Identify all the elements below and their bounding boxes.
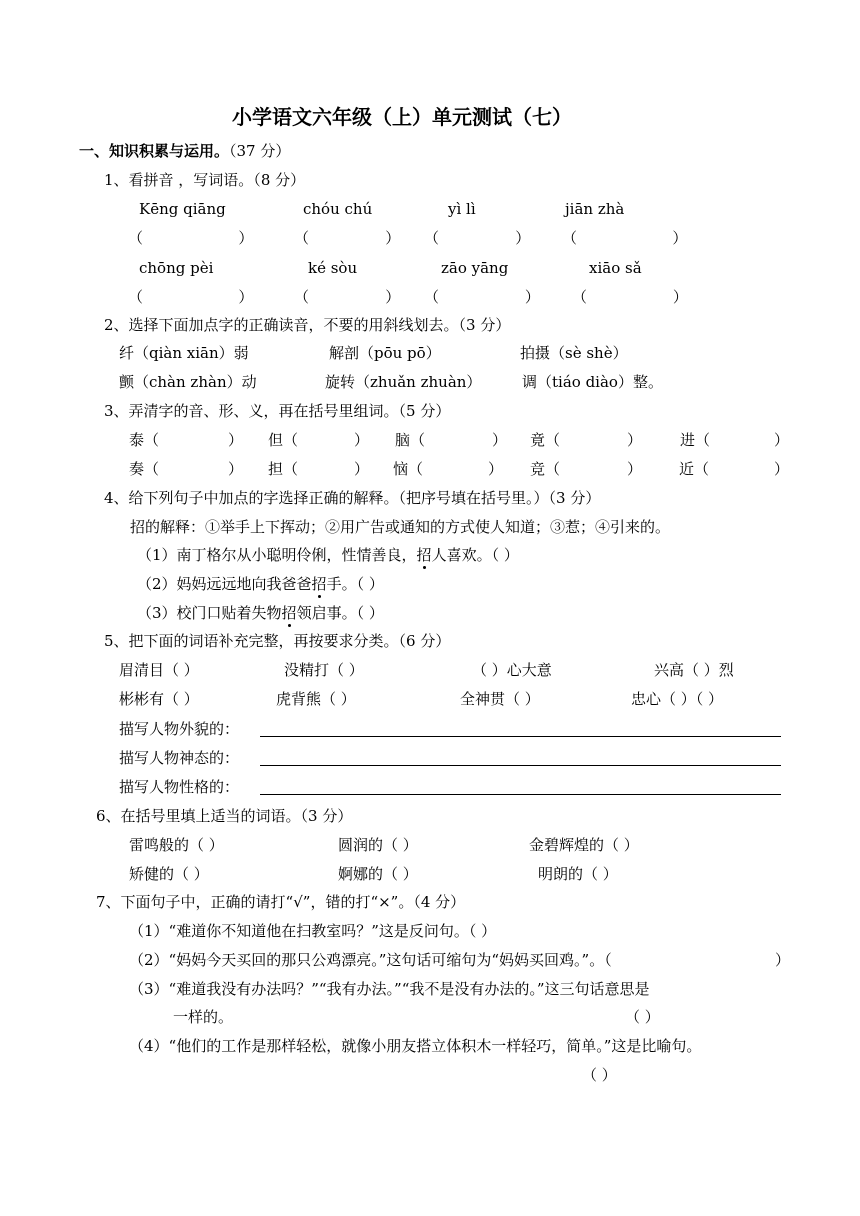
dotted-char: 招 xyxy=(311,575,327,593)
question-5-heading: 5、把下面的词语补充完整，再按要求分类。（6 分） xyxy=(104,632,451,650)
fill-blank[interactable]: 金碧辉煌的（ ） xyxy=(529,836,639,854)
sentence-2[interactable] xyxy=(137,574,384,594)
answer-blank[interactable]: （ ） xyxy=(582,1066,617,1084)
char-blank-close: ） xyxy=(228,460,244,478)
category-label: 描写人物外貌的： xyxy=(119,720,240,738)
reading-choice[interactable]: 解剖（pōu pō） xyxy=(329,344,441,362)
answer-blank[interactable]: （ ） xyxy=(572,288,688,306)
fill-blank[interactable]: 雷鸣般的（ ） xyxy=(129,836,224,854)
true-false-item[interactable]: （1）“难道你不知道他在扫教室吗？”这是反问句。（ ） xyxy=(129,922,497,940)
idiom-blank[interactable]: 虎背熊（ ） xyxy=(276,690,356,708)
sentence-text: 人喜欢。（ ） xyxy=(431,546,519,564)
sentence-text: （1）南丁格尔从小聪明伶俐，性情善良， xyxy=(137,546,417,564)
question-7-heading: 7、下面句子中，正确的请打“√”，错的打“×”。（4 分） xyxy=(96,893,466,911)
category-label: 描写人物性格的： xyxy=(119,778,240,796)
char-blank-close: ） xyxy=(488,460,504,478)
section-score: （37 分） xyxy=(229,142,291,160)
char-blank-close: ） xyxy=(354,460,370,478)
question-3-heading: 3、弄清字的音、形、义，再在括号里组词。（5 分） xyxy=(104,402,451,420)
definition-list: 招的解释：①举手上下挥动；②用广告或通知的方式使人知道；③惹；④引来的。 xyxy=(130,518,671,536)
idiom-blank[interactable]: 没精打（ ） xyxy=(284,661,364,679)
char-blank-close: ） xyxy=(492,431,508,449)
reading-choice[interactable]: 旋转（zhuǎn zhuàn） xyxy=(325,373,482,391)
true-false-close: ） xyxy=(775,951,791,969)
char-blank[interactable]: 泰（ xyxy=(129,431,160,449)
idiom-blank[interactable]: 彬彬有（ ） xyxy=(119,690,199,708)
answer-line[interactable] xyxy=(260,794,781,795)
sentence-text: （3）校门口贴着失物 xyxy=(137,604,282,622)
char-blank[interactable]: 担（ xyxy=(268,460,299,478)
pinyin-4: jiān zhà xyxy=(565,200,625,218)
dotted-char: 招 xyxy=(416,546,432,564)
idiom-blank[interactable]: （ ）心大意 xyxy=(472,661,552,679)
answer-blank[interactable]: （ ） xyxy=(128,288,254,306)
pinyin-1: Kēng qiāng xyxy=(139,200,226,218)
pinyin-3: yì lì xyxy=(448,200,476,218)
reading-choice[interactable]: 纤（qiàn xiān）弱 xyxy=(119,344,249,362)
char-blank[interactable]: 但（ xyxy=(268,431,299,449)
pinyin-8: xiāo sǎ xyxy=(589,259,642,277)
pinyin-5: chōng pèi xyxy=(139,259,214,277)
fill-blank[interactable]: 明朗的（ ） xyxy=(538,865,618,883)
true-false-item-cont: 一样的。 xyxy=(173,1008,234,1026)
char-blank-close: ） xyxy=(774,431,790,449)
fill-blank[interactable]: 圆润的（ ） xyxy=(338,836,418,854)
idiom-blank[interactable]: 眉清目（ ） xyxy=(119,661,199,679)
true-false-item[interactable]: （3）“难道我没有办法吗？”“我有办法。”“我不是没有办法的。”这三句话意思是 xyxy=(129,980,650,998)
sentence-3[interactable] xyxy=(137,603,384,623)
sentence-1[interactable] xyxy=(137,545,519,565)
reading-choice[interactable]: 拍摄（sè shè） xyxy=(520,344,628,362)
idiom-blank[interactable]: 兴高（ ）烈 xyxy=(654,661,734,679)
page-title: 小学语文六年级（上）单元测试（七） xyxy=(232,105,572,129)
true-false-item[interactable]: （4）“他们的工作是那样轻松，就像小朋友搭立体积木一样轻巧，简单。”这是比喻句。 xyxy=(129,1037,702,1055)
answer-blank[interactable]: （ ） xyxy=(294,288,401,306)
true-false-item[interactable]: （2）“妈妈今天买回的那只公鸡漂亮。”这句话可缩句为“妈妈买回鸡。”。（ xyxy=(129,951,612,969)
section-heading xyxy=(79,141,290,161)
reading-choice[interactable]: 颤（chàn zhàn）动 xyxy=(119,373,257,391)
sentence-text: 手。（ ） xyxy=(326,575,384,593)
question-6-heading: 6、在括号里填上适当的词语。（3 分） xyxy=(96,807,353,825)
idiom-blank[interactable]: 忠心（ ）（ ） xyxy=(631,690,724,708)
reading-choice[interactable]: 调（tiáo diào）整。 xyxy=(522,373,663,391)
answer-blank[interactable]: （ ） xyxy=(424,229,531,247)
sentence-text: 领启事。（ ） xyxy=(296,604,384,622)
char-blank[interactable]: 竞（ xyxy=(530,460,561,478)
char-blank-close: ） xyxy=(228,431,244,449)
char-blank[interactable]: 脑（ xyxy=(395,431,426,449)
answer-blank[interactable]: （ ） xyxy=(128,229,254,247)
answer-blank[interactable]: （ ） xyxy=(424,288,540,306)
answer-blank[interactable]: （ ） xyxy=(625,1008,660,1026)
dotted-char: 招 xyxy=(281,604,297,622)
pinyin-6: ké sòu xyxy=(308,259,358,277)
char-blank[interactable]: 恼（ xyxy=(393,460,424,478)
char-blank-close: ） xyxy=(354,431,370,449)
question-4-heading: 4、给下列句子中加点的字选择正确的解释。（把序号填在括号里。）（3 分） xyxy=(104,489,601,507)
answer-line[interactable] xyxy=(260,736,781,737)
category-label: 描写人物神态的： xyxy=(119,749,240,767)
fill-blank[interactable]: 婀娜的（ ） xyxy=(338,865,418,883)
idiom-blank[interactable]: 全神贯（ ） xyxy=(460,690,540,708)
question-2-heading: 2、选择下面加点字的正确读音，不要的用斜线划去。（3 分） xyxy=(104,316,511,334)
question-1-heading: 1、看拼音 ，写词语。（8 分） xyxy=(104,171,306,189)
char-blank-close: ） xyxy=(774,460,790,478)
char-blank-close: ） xyxy=(627,431,643,449)
char-blank[interactable]: 近（ xyxy=(679,460,710,478)
pinyin-7: zāo yāng xyxy=(441,259,509,277)
pinyin-2: chóu chú xyxy=(303,200,373,218)
char-blank[interactable]: 奏（ xyxy=(129,460,160,478)
fill-blank[interactable]: 矫健的（ ） xyxy=(129,865,209,883)
char-blank[interactable]: 进（ xyxy=(680,431,711,449)
char-blank[interactable]: 竟（ xyxy=(530,431,561,449)
section-title: 一、知识积累与运用。 xyxy=(79,142,230,160)
sentence-text: （2）妈妈远远地向我爸爸 xyxy=(137,575,312,593)
char-blank-close: ） xyxy=(627,460,643,478)
answer-blank[interactable]: （ ） xyxy=(294,229,401,247)
answer-line[interactable] xyxy=(260,765,781,766)
answer-blank[interactable]: （ ） xyxy=(562,229,688,247)
